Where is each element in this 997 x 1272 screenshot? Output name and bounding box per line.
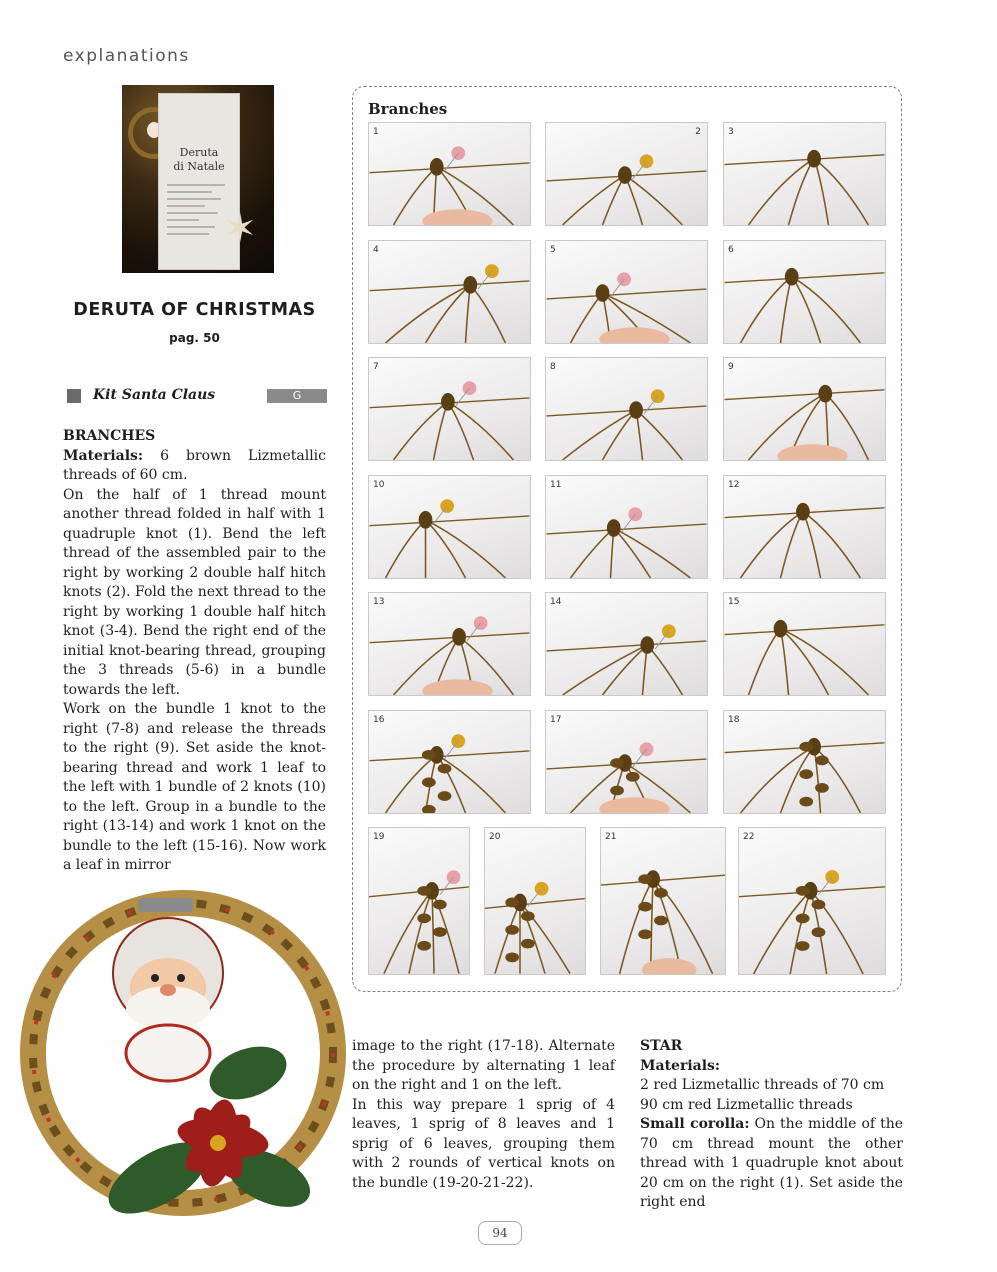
knot-illustration <box>546 476 707 578</box>
branches-paragraph-1: On the half of 1 thread mount another thread folded in half with 1 quadruple knot (1). Bend the left thread of the assembled pair to the right by working 2 double half hitch knots (2). Fold the next thread to the right by working 1 double half hitch knot (3-4). Bend the right end of the initial knot-bearing thread, grouping the 3 threads (5-6) in a bundle towards the left. <box>63 486 326 698</box>
star-heading: STAR <box>640 1038 683 1054</box>
branches-heading: BRANCHES <box>63 428 156 444</box>
knot-illustration <box>546 711 707 813</box>
section-title: explanations <box>63 46 190 66</box>
step-number: 12 <box>728 480 740 490</box>
middle-paragraph-2: In this way prepare 1 sprig of 4 leaves, 1 sprig of 8 leaves and 1 sprig of 6 leaves, grouping them with 2 rounds of vertical knots on the bundle (19-20-21-22). <box>352 1096 615 1191</box>
step-photo-3 <box>723 122 886 226</box>
step-photo-6 <box>723 240 886 344</box>
step-number: 3 <box>728 127 734 137</box>
knot-illustration <box>724 711 885 813</box>
kit-square-icon <box>67 389 81 403</box>
step-number: 21 <box>605 832 617 842</box>
step-number: 14 <box>550 597 562 607</box>
step-photo-11 <box>545 475 708 579</box>
knot-illustration <box>601 828 725 974</box>
cover-title <box>159 146 239 174</box>
step-photo-17 <box>545 710 708 814</box>
step-photo-22 <box>738 827 886 975</box>
middle-paragraph-1: image to the right (17-18). Alternate the procedure by alternating 1 leaf on the right and 1 on the left. <box>352 1038 615 1093</box>
knot-illustration <box>724 123 885 225</box>
right-text-column <box>640 1037 903 1213</box>
cover-title-line1: Deruta <box>179 146 219 159</box>
materials-label: Materials: <box>63 447 144 464</box>
step-photo-13 <box>368 592 531 696</box>
star-materials-label: Materials: <box>640 1057 721 1074</box>
step-photo-1 <box>368 122 531 226</box>
knot-illustration <box>369 358 530 460</box>
project-title: DERUTA OF CHRISTMAS <box>73 300 316 320</box>
kit-row <box>67 386 327 406</box>
star-material-2: 90 cm red Lizmetallic threads <box>640 1096 853 1113</box>
branches-box-title: Branches <box>368 100 448 118</box>
step-number: 13 <box>373 597 385 607</box>
step-number: 15 <box>728 597 740 607</box>
step-number: 18 <box>728 715 740 725</box>
knot-illustration <box>739 828 885 974</box>
step-number: 17 <box>550 715 562 725</box>
knot-illustration <box>369 711 530 813</box>
step-number: 4 <box>373 245 379 255</box>
star-corolla-paragraph <box>640 1115 903 1213</box>
step-photo-7 <box>368 357 531 461</box>
knot-illustration <box>369 476 530 578</box>
knot-illustration <box>724 241 885 343</box>
knot-illustration <box>546 123 707 225</box>
kit-badge: G <box>267 389 327 403</box>
knot-illustration <box>546 241 707 343</box>
step-number: 22 <box>743 832 755 842</box>
step-number: 11 <box>550 480 562 490</box>
step-number: 10 <box>373 480 385 490</box>
corolla-label: Small corolla: <box>640 1116 750 1132</box>
step-photo-21 <box>600 827 726 975</box>
branches-paragraph-2: Work on the bundle 1 knot to the right (7-8) and release the threads to the right (9). Set aside the knot-bearing thread and work 1 leaf to the left with 1 bundle of 2 knots (10) to the left. Group in a bundle to the right (13-14) and work 1 knot on the bundle to the left (15-16). Now work a leaf in mirror <box>63 701 326 873</box>
step-photo-16 <box>368 710 531 814</box>
step-number: 1 <box>373 127 379 137</box>
step-photo-10 <box>368 475 531 579</box>
star-material-1: 2 red Lizmetallic threads of 70 cm <box>640 1077 885 1093</box>
knot-illustration <box>369 593 530 695</box>
page-number: 94 <box>478 1221 522 1245</box>
step-number: 6 <box>728 245 734 255</box>
kit-label: Kit Santa Claus <box>93 387 216 403</box>
ornament-photo <box>18 858 348 1253</box>
knot-illustration <box>546 358 707 460</box>
step-number: 19 <box>373 832 385 842</box>
knot-illustration <box>724 358 885 460</box>
step-photo-5 <box>545 240 708 344</box>
step-number: 2 <box>695 127 701 137</box>
step-number: 9 <box>728 362 734 372</box>
star-icon: ✶ <box>223 206 257 252</box>
step-photo-20 <box>484 827 586 975</box>
corolla-text: On the middle of the 70 cm thread mount the other thread with 1 quadruple knot about 20 cm on the right (1). Set aside the right end <box>640 1116 903 1210</box>
book-cover-image <box>122 85 274 273</box>
step-photo-8 <box>545 357 708 461</box>
cover-title-line2: di Natale <box>173 160 225 173</box>
knot-illustration <box>485 828 585 974</box>
knot-illustration <box>724 593 885 695</box>
knot-illustration <box>369 241 530 343</box>
step-photo-2 <box>545 122 708 226</box>
step-number: 5 <box>550 245 556 255</box>
step-photo-18 <box>723 710 886 814</box>
step-number: 7 <box>373 362 379 372</box>
middle-text-column <box>352 1037 615 1193</box>
knot-illustration <box>724 476 885 578</box>
step-number: 20 <box>489 832 501 842</box>
left-text-column <box>63 427 326 876</box>
project-page-ref: pag. 50 <box>169 331 220 345</box>
knot-illustration <box>369 123 530 225</box>
step-number: 16 <box>373 715 385 725</box>
step-number: 8 <box>550 362 556 372</box>
knot-illustration <box>369 828 469 974</box>
step-photo-19 <box>368 827 470 975</box>
step-photo-14 <box>545 592 708 696</box>
knot-illustration <box>546 593 707 695</box>
step-photo-12 <box>723 475 886 579</box>
step-photo-9 <box>723 357 886 461</box>
branches-materials <box>63 447 326 486</box>
step-photo-4 <box>368 240 531 344</box>
materials-text: 6 brown Lizmetallic threads of 60 cm. <box>63 447 326 483</box>
step-photo-15 <box>723 592 886 696</box>
